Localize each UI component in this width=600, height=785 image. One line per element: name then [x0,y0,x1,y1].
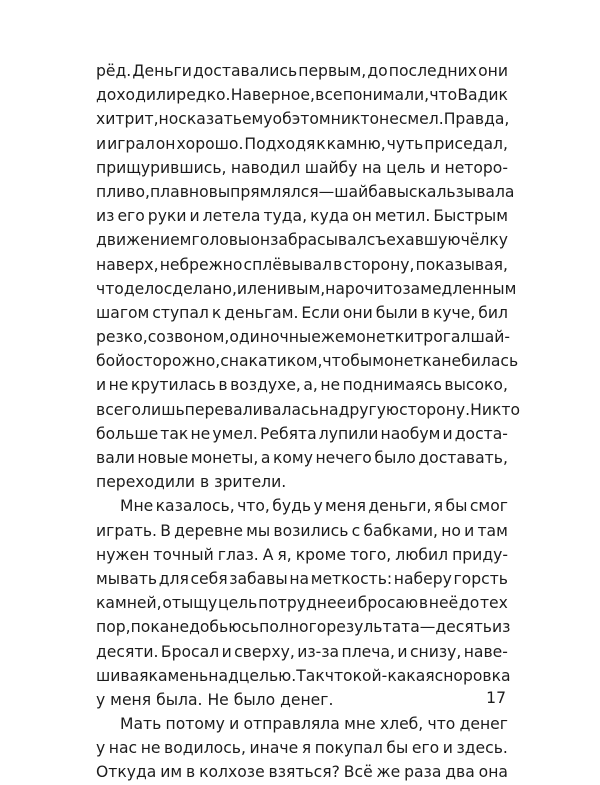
text-line: хитрит, но сказать ему об этом никто не смел. Правда, [96,110,510,129]
text-line: десяти. Бросал и сверху, из-за плеча, и снизу, наве- [96,642,508,661]
text-line: шивая камень над целью. Так что кой-какая сноровка [96,666,511,685]
text-line: больше так не умел. Ребята лупили наобум и доста- [96,424,508,443]
text-line: играть. В деревне мы возились с бабками, но и там [96,521,508,540]
page-number: 17 [486,689,506,707]
text-line: из его руки и летела туда, куда он метил. Быстрым [96,207,508,226]
text-line: резко, со звоном, одиночные же монетки трогал шай- [96,328,511,347]
text-line: мывать для себя забавы на меткость: наберу горсть [96,569,508,588]
body-text [96,59,520,785]
text-line: доходили редко. Наверное, все понимали, что Вадик [96,86,508,105]
text-line: что дело сделано, и ленивым, нарочито замедленным [96,279,517,298]
text-line: Мать потому и отправляла мне хлеб, что денег [120,715,508,734]
text-line: Мне казалось, что, будь у меня деньги, я бы смог [120,497,508,516]
text-line: у меня была. Не было денег. [96,690,334,709]
text-line: прищурившись, наводил шайбу на цель и неторо- [96,158,508,177]
text-line: рёд. Деньги доставались первым, до последних они [96,62,508,80]
text-line: пор, пока не добьюсь полного результата — десять из [96,618,511,637]
text-line: камней, отыщу цель потруднее и бросаю в неё до тех [96,594,508,613]
text-line: движением головы он забрасывал съехавшую чёлку [96,231,508,250]
text-line: всего лишь переваливалась на другую сторону. Никто [96,400,520,419]
text-line: у нас не водилось, иначе я покупал бы его и здесь. [96,739,508,758]
text-line: нужен точный глаз. А я, кроме того, любил приду- [96,545,508,564]
text-line: и играл он хорошо. Подходя к камню, чуть приседал, [96,134,508,153]
text-line: и не крутилась в воздухе, а, не поднимаясь высоко, [96,376,508,395]
text-line: наверх, небрежно сплёвывал в сторону, показывая, [96,255,508,274]
text-line: Откуда им в колхозе взяться? Всё же раза два она [96,763,508,782]
text-line: пливо, плавно выпрямлялся — шайба выскальзывала [96,182,515,201]
text-line: бой осторожно, с накатиком, чтобы монетка не билась [96,352,519,371]
text-line: шагом ступал к деньгам. Если они были в куче, бил [96,303,508,322]
text-line: вали новые монеты, а кому нечего было доставать, [96,449,508,467]
text-line: переходили в зрители. [96,473,287,492]
